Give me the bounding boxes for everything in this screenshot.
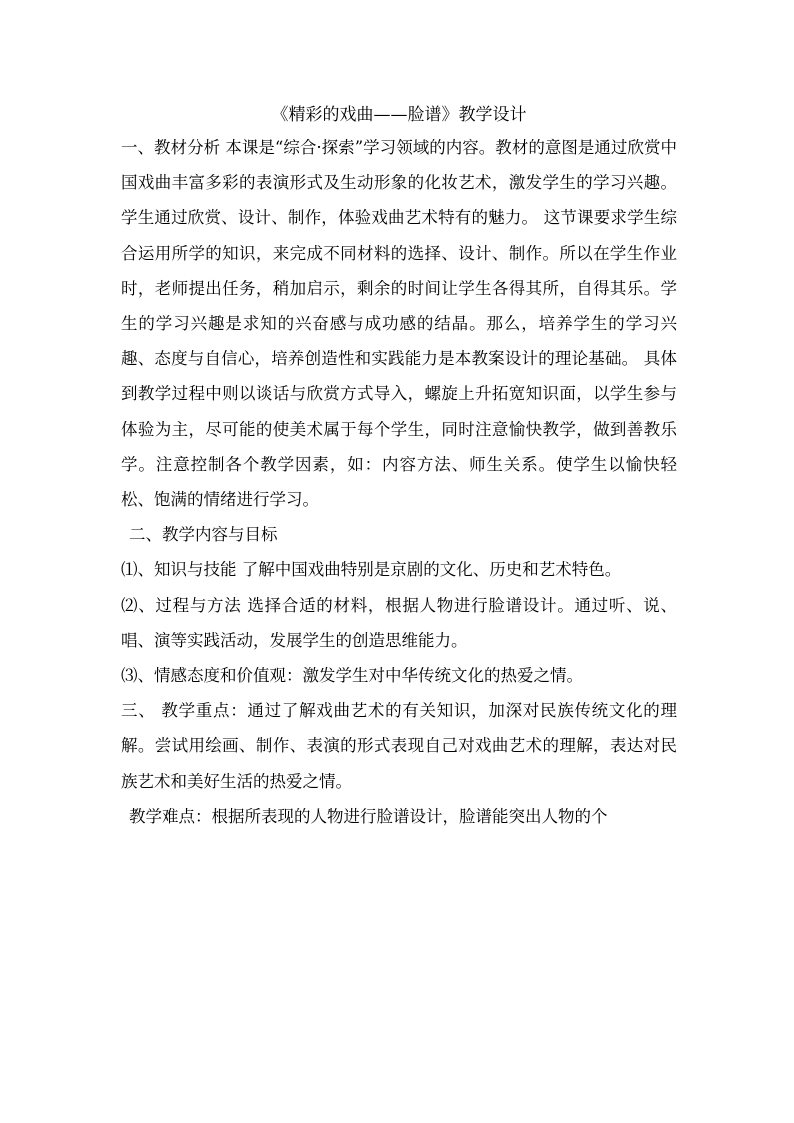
goal-process-methods: ⑵、过程与方法 选择合适的材料，根据人物进行脸谱设计。通过听、说、唱、演等实践活动，发展学生的创造思维能力。 [121, 595, 677, 650]
document-body [121, 100, 677, 834]
goal-knowledge-skills: ⑴、知识与技能 了解中国戏曲特别是京剧的文化、历史和艺术特色。 [121, 560, 622, 580]
heading-content-and-goals: 二、教学内容与目标 [129, 525, 278, 545]
paragraph-teaching-difficulty: 教学难点：根据所表现的人物进行脸谱设计，脸谱能突出人物的个 [129, 806, 608, 826]
paragraph-textbook-analysis: 一、教材分析 本课是“综合·探索”学习领域的内容。教材的意图是通过欣赏中国戏曲丰富多彩的表演形式及生动形象的化妆艺术，激发学生的学习兴趣。学生通过欣赏、设计、制作，体验戏曲艺术特有的魅力。 这节课要求学生综合运用所学的知识，来完成不同材料的选择、设计、制作。所以在学生作业时，老师提出任务，稍加启示，剩余的时间让学生各得其所，自得其乐。学生的学习兴趣是求知的兴奋感与成功感的结晶。那么，培养学生的学习兴趣、态度与自信心，培养创造性和实践能力是本教案设计的理论基础。 具体到教学过程中则以谈话与欣赏方式导入，螺旋上升拓宽知识面，以学生参与体验为主，尽可能的使美术属于每个学生，同时注意愉快教学，做到善教乐学。注意控制各个教学因素，如：内容方法、师生关系。使学生以愉快轻松、饱满的情绪进行学习。 [121, 138, 677, 510]
document-title: 《精彩的戏曲——脸谱》教学设计 [271, 105, 527, 125]
goal-emotion-values: ⑶、情感态度和价值观：激发学生对中华传统文化的热爱之情。 [121, 666, 583, 686]
paragraph-teaching-focus: 三、 教学重点：通过了解戏曲艺术的有关知识，加深对民族传统文化的理解。尝试用绘画、制作、表演的形式表现自己对戏曲艺术的理解，表达对民族艺术和美好生活的热爱之情。 [121, 701, 677, 791]
